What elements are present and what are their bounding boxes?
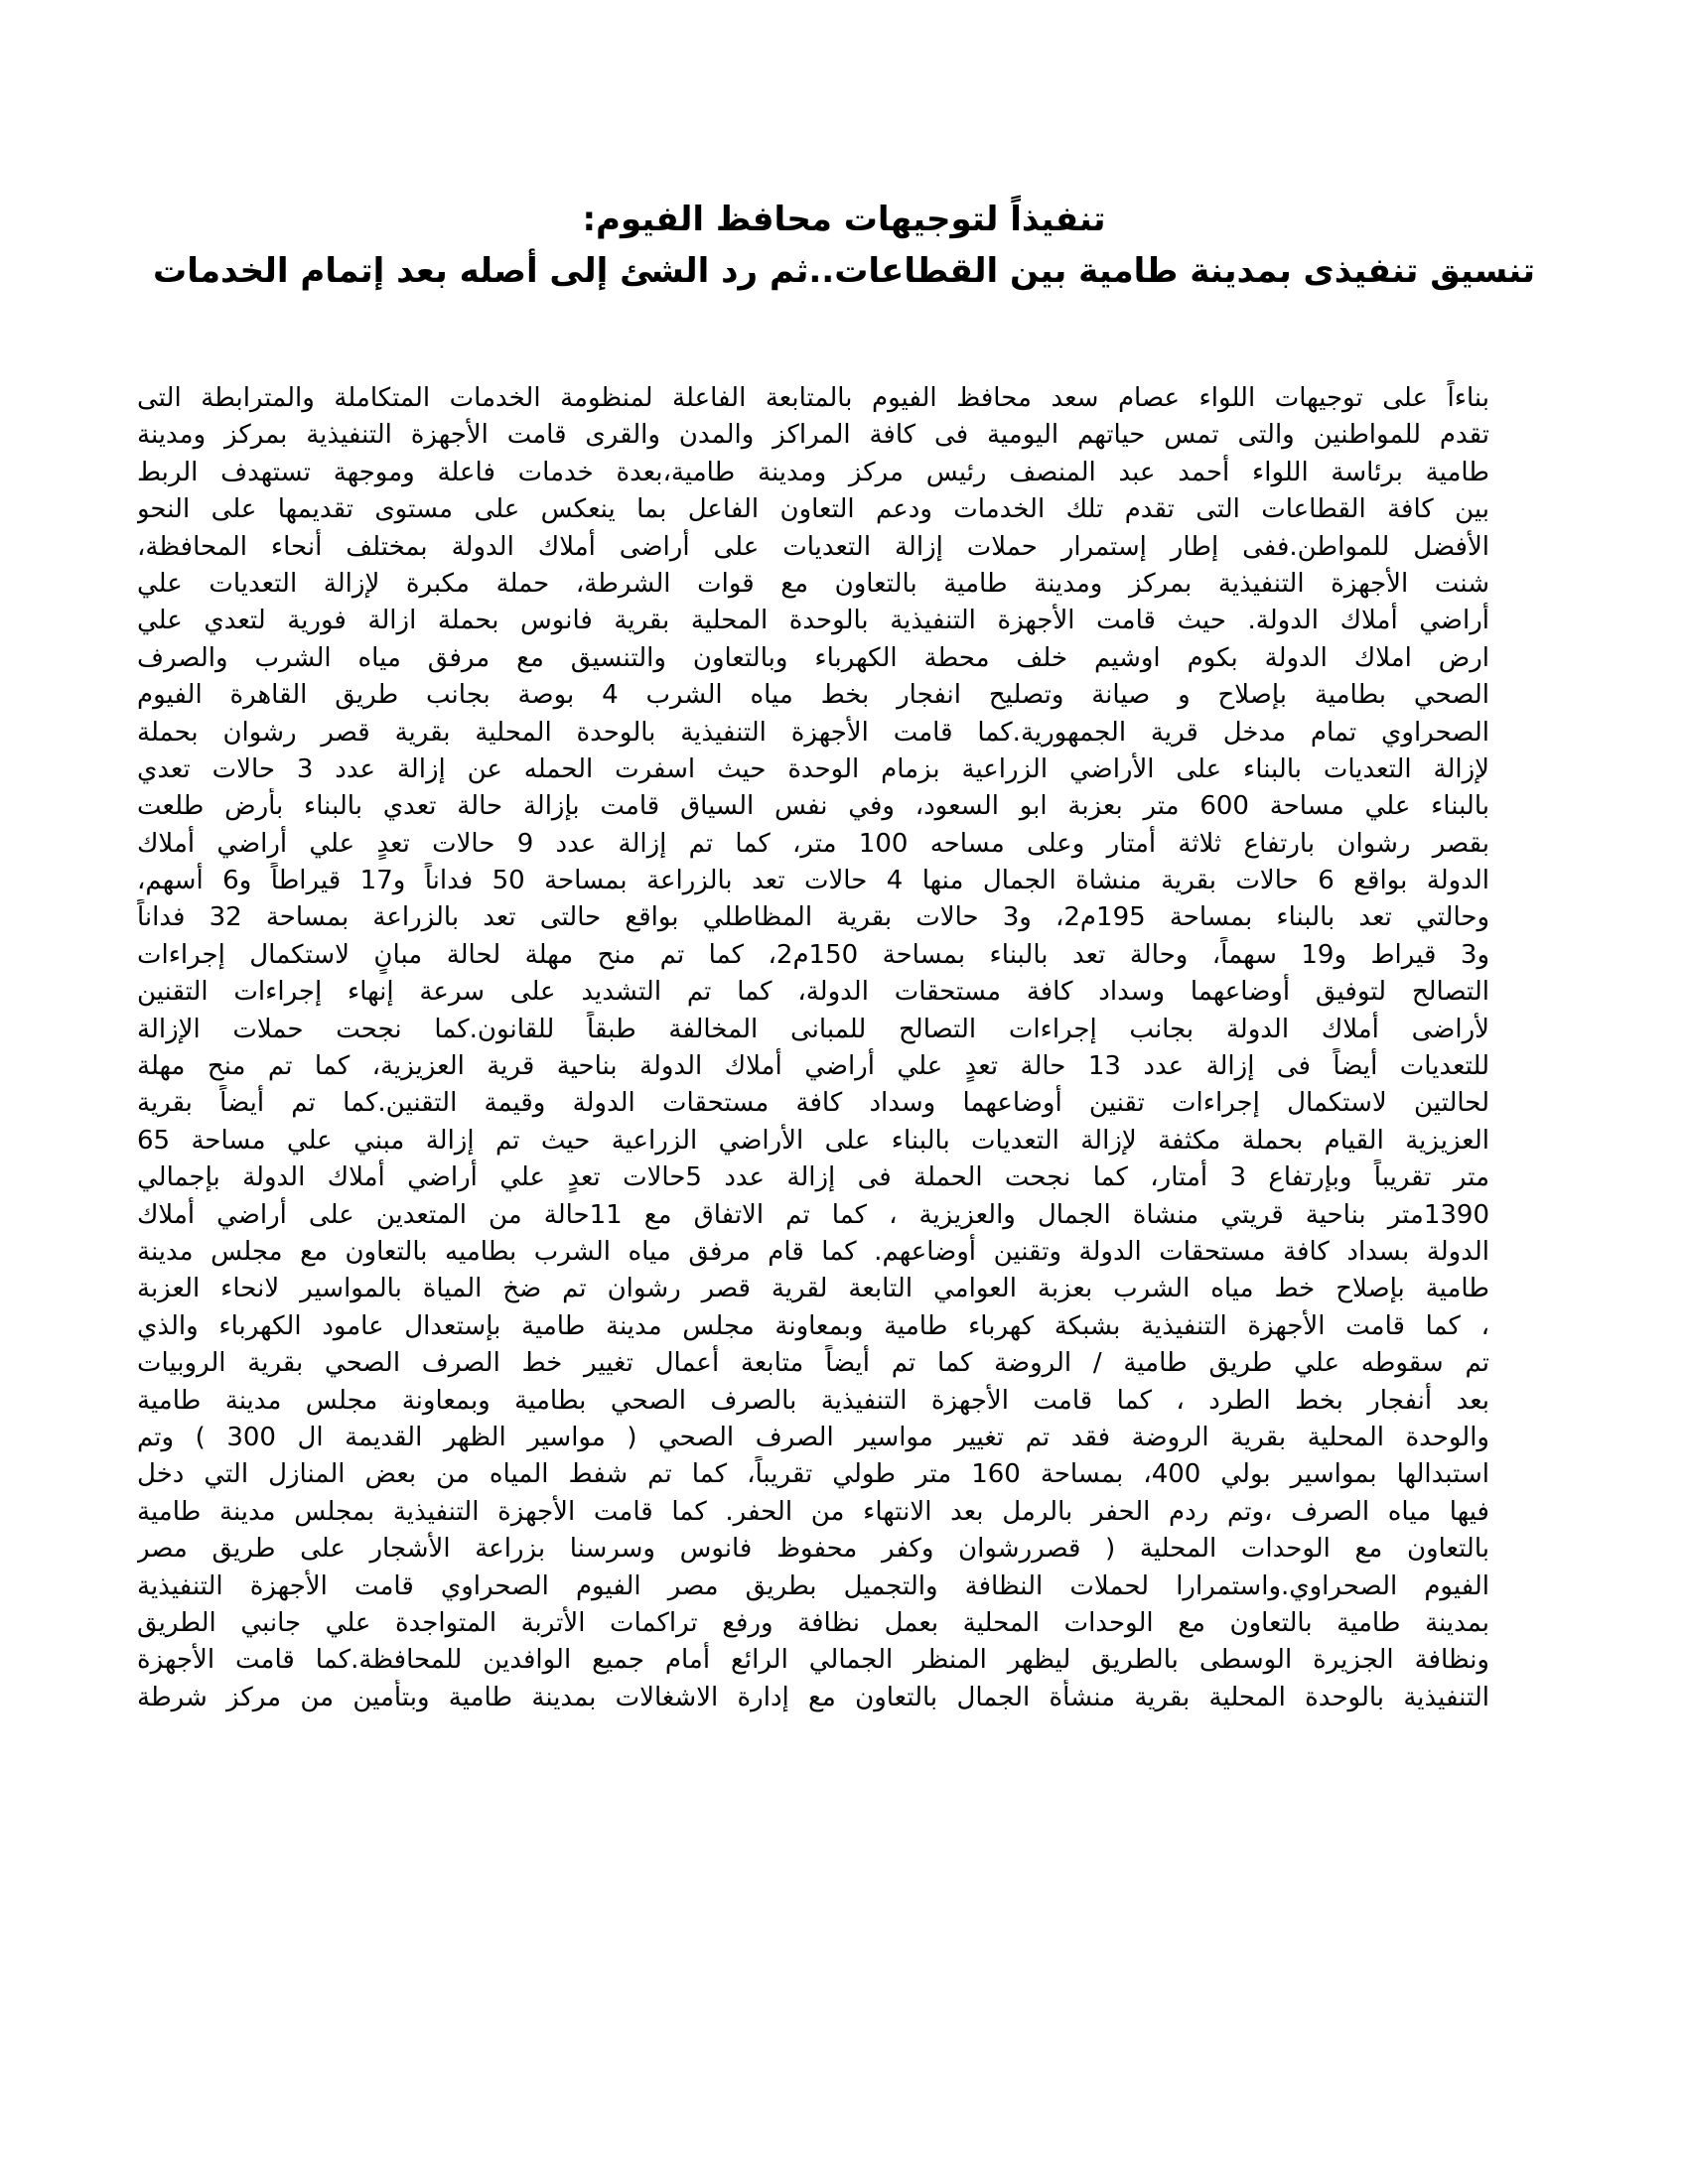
body-text-line: طامية بإصلاح خط مياه الشرب بعزبة العوامي التابعة لقرية قصر رشوان تم ضخ المياة بالمواسير لانحاء العزبة: [137, 1274, 1489, 1304]
body-text-line: متر تقريباً وبإرتفاع 3 أمتار، كما نجحت الحملة فى إزالة عدد 5حالات تعدٍ علي أراضي أملاك الدولة بإجمالي: [137, 1162, 1489, 1193]
body-text-line: تم سقوطه علي طريق طامية / الروضة كما تم أيضاً متابعة أعمال تغيير خط الصرف الصحي بقرية الروبيات: [137, 1348, 1489, 1379]
body-text-line: العزيزية القيام بحملة مكثفة لإزالة التعديات بالبناء على الأراضي الزراعية حيث تم إزالة مبني علي مساحة 65: [137, 1125, 1489, 1156]
body-text-line: وحالتي تعد بالبناء بمساحة 195م2، و3 حالات بقرية المظاطلي بواقع حالتى تعد بالزراعة بمساحة 32 فداناً: [137, 902, 1489, 933]
body-text-line: الدولة بواقع 6 حالات بقرية منشاة الجمال منها 4 حالات تعد بالزراعة بمساحة 50 فداناً و17 قيراطاً و6 أسهم،: [137, 866, 1489, 896]
headline: [99, 194, 1589, 297]
body-text-line: والوحدة المحلية بقرية الروضة فقد تم تغيير مواسير الصرف الصحي ( مواسير الظهر القديمة ال 300 ) وتم: [137, 1422, 1489, 1452]
body-text-line: و3 قيراط و19 سهماً، وحالة تعد بالبناء بمساحة 150م2، كما تم منح مهلة لحالة مبانٍ لاستكمال إجراءات: [137, 939, 1489, 970]
body-text-line: شنت الأجهزة التنفيذية بمركز ومدينة طامية بالتعاون مع قوات الشرطة، حملة مكبرة لإزالة التعديات علي: [137, 568, 1489, 599]
headline-line-2: تنسيق تنفيذى بمدينة طامية بين القطاعات..ثم رد الشئ إلى أصله بعد إتمام الخدمات: [153, 251, 1535, 291]
body-text-line: بالبناء علي مساحة 600 متر بعزبة ابو السعود، وفي نفس السياق قامت بإزالة حالة تعدي بالبناء بأرض طلعت: [137, 791, 1489, 822]
headline-line-1: تنفيذاً لتوجيهات محافظ الفيوم:: [582, 200, 1106, 239]
body-text-line: بقصر رشوان بارتفاع ثلاثة أمتار وعلى مساحه 100 متر، كما تم إزالة عدد 9 حالات تعدٍ علي أراضي أملاك: [137, 828, 1489, 859]
body-text-line: الصحراوي تمام مدخل قرية الجمهورية.كما قامت الأجهزة التنفيذية بالوحدة المحلية بقرية قصر رشوان بحملة: [137, 717, 1489, 748]
body-text-line: بين كافة القطاعات التى تقدم تلك الخدمات ودعم التعاون الفاعل بما ينعكس على مستوى تقديمها على النحو: [137, 494, 1489, 525]
body-text-line: فيها مياه الصرف ،وتم ردم الحفر بالرمل بعد الانتهاء من الحفر. كما قامت الأجهزة التنفيذية بمجلس مدينة طامية: [137, 1496, 1489, 1527]
body-text-line: 1390متر بناحية قريتي منشاة الجمال والعزيزية ، كما تم الاتفاق مع 11حالة من المتعدين على أراضي أملاك: [137, 1199, 1489, 1230]
body-text-line: بمدينة طامية بالتعاون مع الوحدات المحلية بعمل نظافة ورفع تراكمات الأتربة المتواجدة علي جانبي الطريق: [137, 1607, 1489, 1638]
body-text-line: لإزالة التعديات بالبناء على الأراضي الزراعية بزمام الوحدة حيث اسفرت الحمله عن إزالة عدد 3 حالات تعدي: [137, 753, 1489, 784]
article-body: [137, 380, 1489, 1716]
body-text-line: الدولة بسداد كافة مستحقات الدولة وتقنين أوضاعهم. كما قام مرفق مياه الشرب بطاميه بالتعاون مع مجلس مدينة: [137, 1236, 1489, 1267]
body-text-line: الفيوم الصحراوي.واستمرارا لحملات النظافة والتجميل بطريق مصر الفيوم الصحراوي قامت الأجهزة التنفيذية: [137, 1570, 1489, 1601]
body-text-line: التنفيذية بالوحدة المحلية بقرية منشأة الجمال بالتعاون مع إدارة الاشغالات بمدينة طامية وبتأمين من مركز شرطة: [137, 1682, 1489, 1712]
body-text-line: التصالح لتوفيق أوضاعهما وسداد كافة مستحقات الدولة، كما تم التشديد على سرعة إنهاء إجراءات التقنين: [137, 977, 1489, 1008]
body-text-line: ارض املاك الدولة بكوم اوشيم خلف محطة الكهرباء وبالتعاون والتنسيق مع مرفق مياه الشرب والصرف: [137, 642, 1489, 673]
body-text-line: تقدم للمواطنين والتى تمس حياتهم اليومية فى كافة المراكز والمدن والقرى قامت الأجهزة التنفيذية بمركز ومدينة: [137, 420, 1489, 451]
body-text-line: الأفضل للمواطن.ففى إطار إستمرار حملات إزالة التعديات على أراضى أملاك الدولة بمختلف أنحاء المحافظة،: [137, 531, 1489, 562]
body-text-line: طامية برئاسة اللواء أحمد عبد المنصف رئيس مركز ومدينة طامية،بعدة خدمات فاعلة وموجهة تستهدف الربط: [137, 457, 1489, 487]
body-text-line: الصحي بطامية بإصلاح و صيانة وتصليح انفجار بخط مياه الشرب 4 بوصة بجانب طريق القاهرة الفيوم: [137, 680, 1489, 711]
body-text-line: ، كما قامت الأجهزة التنفيذية بشبكة كهرباء طامية وبمعاونة مجلس مدينة طامية بإستعدال عامود الكهرباء والذي: [137, 1310, 1489, 1341]
body-text-line: استبدالها بمواسير بولي 400، بمساحة 160 متر طولي تقريباً، كما تم شفط المياه من بعض المنازل التي دخل: [137, 1459, 1489, 1490]
body-text-line: بناءاً على توجيهات اللواء عصام سعد محافظ الفيوم بالمتابعة الفاعلة لمنظومة الخدمات المتكاملة والمترابطة التى: [137, 383, 1489, 413]
body-text-line: لحالتين لاستكمال إجراءات تقنين أوضاعهما وسداد كافة مستحقات الدولة وقيمة التقنين.كما تم أيضاً بقرية: [137, 1088, 1489, 1119]
body-text-line: أراضي أملاك الدولة. حيث قامت الأجهزة التنفيذية بالوحدة المحلية بقرية فانوس بحملة ازالة فورية لتعدي علي: [137, 606, 1489, 636]
body-text-line: بالتعاون مع الوحدات المحلية ( قصررشوان وكفر محفوظ فانوس وسرسنا بزراعة الأشجار على طريق مصر: [137, 1534, 1489, 1565]
body-text-line: بعد أنفجار بخط الطرد ، كما قامت الأجهزة التنفيذية بالصرف الصحي بطامية وبمعاونة مجلس مدينة طامية: [137, 1385, 1489, 1416]
body-text-line: لأراضى أملاك الدولة بجانب إجراءات التصالح للمبانى المخالفة طبقاً للقانون.كما نجحت حملات الإزالة: [137, 1014, 1489, 1044]
body-text-line: ونظافة الجزيرة الوسطى بالطريق ليظهر المنظر الجمالي الرائع أمام جميع الوافدين للمحافظة.كما قامت الأجهزة: [137, 1645, 1489, 1676]
body-text-line: للتعديات أيضاً فى إزالة عدد 13 حالة تعدٍ علي أراضي أملاك الدولة بناحية قرية العزيزية، كما تم منح مهلة: [137, 1051, 1489, 1082]
